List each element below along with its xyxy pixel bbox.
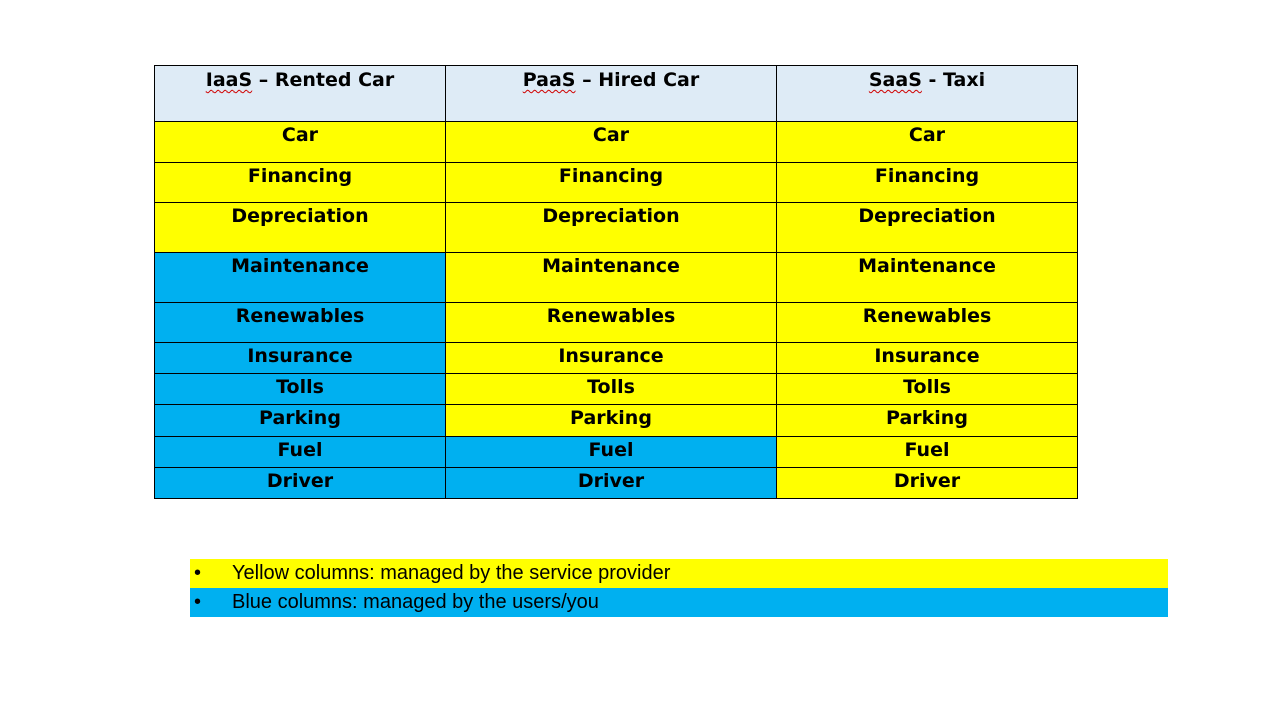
cell-paas-driver: Driver xyxy=(446,468,777,499)
bullet-icon: • xyxy=(194,562,202,584)
header-saas: SaaS - Taxi xyxy=(777,66,1078,122)
cell-paas-car: Car xyxy=(446,122,777,163)
header-row xyxy=(155,66,1078,122)
comparison-table xyxy=(154,65,1078,499)
cell-iaas-insurance: Insurance xyxy=(155,343,446,374)
cell-paas-maintenance: Maintenance xyxy=(446,253,777,303)
legend-item-blue xyxy=(190,588,1168,617)
header-paas: PaaS – Hired Car xyxy=(446,66,777,122)
legend xyxy=(190,559,1168,617)
cell-iaas-car: Car xyxy=(155,122,446,163)
cell-paas-financing: Financing xyxy=(446,163,777,203)
table-row xyxy=(155,253,1078,303)
table-row xyxy=(155,405,1078,437)
cell-iaas-parking: Parking xyxy=(155,405,446,437)
cell-saas-insurance: Insurance xyxy=(777,343,1078,374)
cell-paas-renewables: Renewables xyxy=(446,303,777,343)
cell-saas-parking: Parking xyxy=(777,405,1078,437)
cell-saas-maintenance: Maintenance xyxy=(777,253,1078,303)
cell-paas-parking: Parking xyxy=(446,405,777,437)
table-row xyxy=(155,374,1078,405)
cell-iaas-depreciation: Depreciation xyxy=(155,203,446,253)
cell-iaas-fuel: Fuel xyxy=(155,437,446,468)
cell-iaas-driver: Driver xyxy=(155,468,446,499)
table-row xyxy=(155,122,1078,163)
cell-paas-tolls: Tolls xyxy=(446,374,777,405)
table-row xyxy=(155,303,1078,343)
cell-paas-insurance: Insurance xyxy=(446,343,777,374)
table-row xyxy=(155,163,1078,203)
legend-blue-text: Blue columns: managed by the users/you xyxy=(232,591,599,613)
cell-iaas-maintenance: Maintenance xyxy=(155,253,446,303)
cell-iaas-financing: Financing xyxy=(155,163,446,203)
cell-paas-fuel: Fuel xyxy=(446,437,777,468)
cell-saas-tolls: Tolls xyxy=(777,374,1078,405)
cell-saas-car: Car xyxy=(777,122,1078,163)
table-row xyxy=(155,343,1078,374)
table-row xyxy=(155,468,1078,499)
cell-iaas-renewables: Renewables xyxy=(155,303,446,343)
table-row xyxy=(155,437,1078,468)
cell-paas-depreciation: Depreciation xyxy=(446,203,777,253)
table-row xyxy=(155,203,1078,253)
cell-iaas-tolls: Tolls xyxy=(155,374,446,405)
cell-saas-financing: Financing xyxy=(777,163,1078,203)
legend-item-yellow xyxy=(190,559,1168,588)
cell-saas-renewables: Renewables xyxy=(777,303,1078,343)
cell-saas-fuel: Fuel xyxy=(777,437,1078,468)
cell-saas-depreciation: Depreciation xyxy=(777,203,1078,253)
header-iaas: IaaS – Rented Car xyxy=(155,66,446,122)
legend-yellow-text: Yellow columns: managed by the service provider xyxy=(232,562,671,584)
cell-saas-driver: Driver xyxy=(777,468,1078,499)
bullet-icon: • xyxy=(194,591,202,613)
